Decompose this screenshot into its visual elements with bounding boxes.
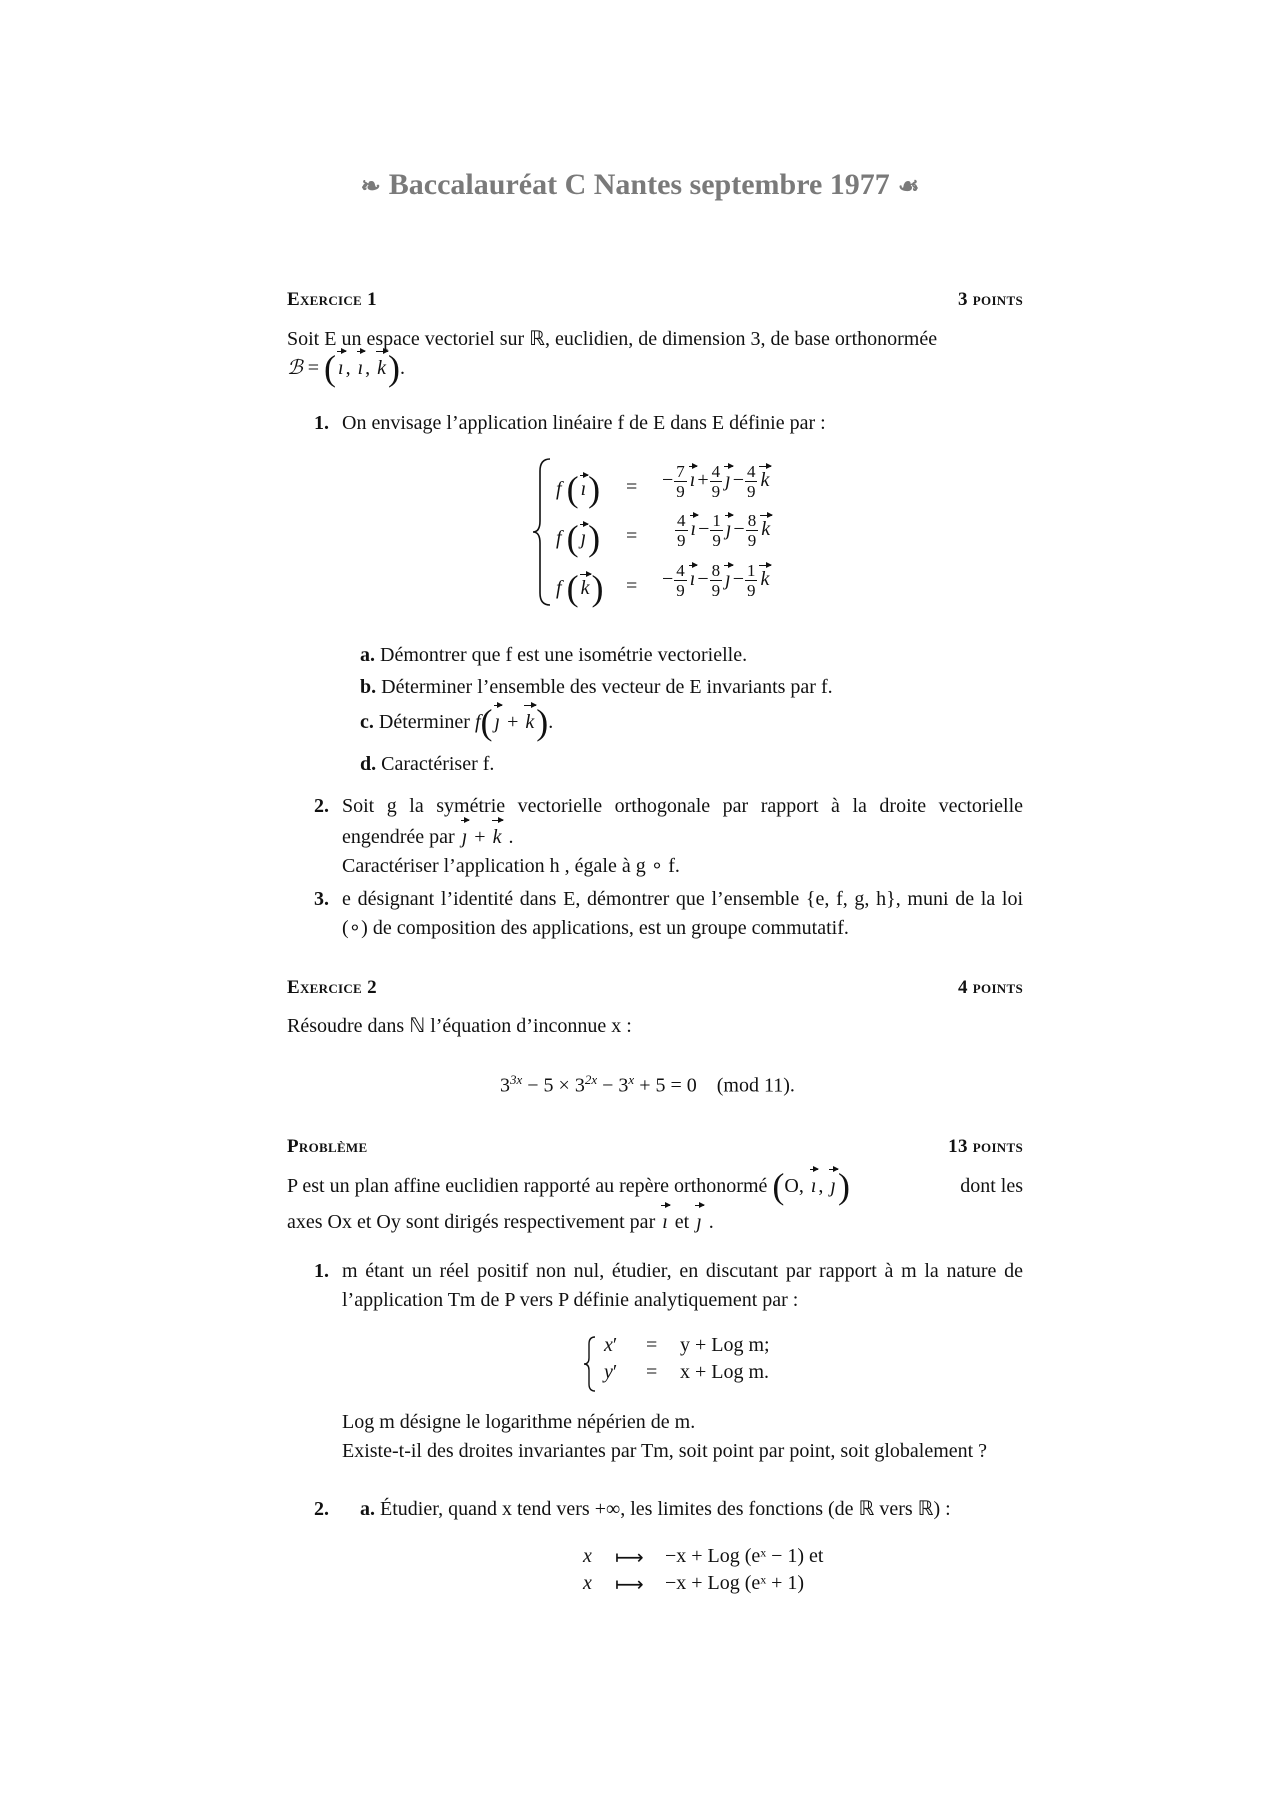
exercise-1-points: 3 points bbox=[957, 289, 1023, 310]
problem-intro: P est un plan affine euclidien rapporté au repère orthonormé (O, ı , ȷ) dont les axes Ox et Oy sont dirigés respectivement par ı et ȷ . bbox=[287, 1168, 1023, 1238]
ornament-right-icon: ☙ bbox=[897, 174, 920, 200]
problem-points: 13 points bbox=[948, 1136, 1023, 1157]
subquestion-b: b. Déterminer l’ensemble des vecteur de E invariants par f. bbox=[360, 676, 833, 698]
function-2: x ⟼ −x + Log (eˣ + 1) bbox=[583, 1572, 805, 1596]
function-1: x ⟼ −x + Log (eˣ − 1) et bbox=[583, 1545, 824, 1569]
subquestion-a: a. Démontrer que f est une isométrie vectorielle. bbox=[360, 644, 748, 666]
system-row-1: f ( ı) = − $\frac{7}{9}$ ı + $\frac{4}{9}$ ȷ − $\frac{4}{9}$ k bbox=[556, 462, 770, 509]
transformation-row-1: x′ = y + Log m; bbox=[604, 1334, 770, 1356]
system-row-3: f ( k) = − $\frac{4}{9}$ ı − $\frac{8}{9}$ ȷ − $\frac{1}{9}$ k bbox=[556, 561, 770, 608]
log-definition: Log m désigne le logarithme népérien de m. bbox=[342, 1411, 696, 1433]
problem-title: Problème bbox=[287, 1136, 368, 1157]
system-row-2: f ( ȷ) = $\frac{4}{9}$ ı − $\frac{1}{9}$ ȷ − $\frac{8}{9}$ k bbox=[556, 511, 771, 558]
subquestion-d: d. Caractériser f. bbox=[360, 753, 495, 775]
exercise-2-heading bbox=[287, 977, 1023, 1001]
subquestion-c: c. Déterminer f( ȷ + k). bbox=[360, 702, 554, 742]
exercise-2-points: 4 points bbox=[957, 977, 1023, 998]
exercise-1-heading bbox=[287, 289, 1023, 313]
exercise-2-statement: Résoudre dans ℕ l’équation d’inconnue x : bbox=[287, 1015, 632, 1037]
ornament-left-icon: ❧ bbox=[360, 174, 381, 200]
exercise-2-equation: $3^{3x} - 5 \times 3^{2x} - 3^x + 5 = 0$ (mod 11). bbox=[500, 1072, 795, 1097]
exercise-1-intro: Soit E un espace vectoriel sur ℝ, euclidien, de dimension 3, de base orthonormée ℬ = ( ı , ı , k). bbox=[287, 328, 938, 388]
page-title: ❧ Baccalauréat C Nantes septembre 1977 ☙ bbox=[360, 168, 920, 201]
transformation-row-2: y′ = x + Log m. bbox=[604, 1361, 770, 1383]
invariant-lines-question: Existe-t-il des droites invariantes par Tm, soit point par point, soit globalement ? bbox=[342, 1440, 988, 1462]
document-page: ❧ Baccalauréat C Nantes septembre 1977 ☙ Exercice 1 3 points Soit E un espace vectoriel sur ℝ, euclidien, de dimension 3, de base orthonormée ℬ = ( ı , ı , k). 1. On envisage l’application linéaire f de E dans E définie par : f ( ı) = − $\frac{7}{9}$ ı + $\frac{4}{9}$ ȷ − $\frac{4}{9}$ k f ( ȷ) = $\frac{4}{9}$ ı − $\frac{1}{9}$ ȷ − $\frac{8}{9}$ k f ( k) = − $\frac{4}{9}$ ı − $\frac{8}{9}$ ȷ − $\frac{1}{9}$ k a. Démontrer que f est une isométrie vectorielle. b. Déterminer l’ensemble des vecteur de E invariants par f. c. Déterminer f( ȷ + k). d. Caractériser f. 2. Soit g la symétrie vectorielle orthogonale par rapport à la droite vectorielle engendrée par ȷ + k . Caractériser l’application h , égale à g ∘ f. 3. e désignant l’identité dans E, démontrer que l’ensemble {e, f, g, h}, muni de la loi (∘) de composition des applications, est un groupe commutatif. Exercice 2 4 points Résoudre dans ℕ l’équation d’inconnue x : $3^{3x} - 5 \times 3^{2x} - 3^x + 5 = 0$ (mod 11). Problème 13 points P est un plan affine euclidien rapporté au repère orthonormé (O, ı , ȷ) dont les axes Ox et Oy sont dirigés respectivement par ı et ȷ . 1. m étant un réel positif non nul, étudier, en discutant par rapport à m la nature de l’application Tm de P vers P définie analytiquement par : x′ = y + Log m; y′ = x + Log m. Log m désigne le logarithme népérien de m. Existe-t-il des droites invariantes par Tm, soit point par point, soit globalement ? 2. a. Étudier, quand x tend vers +∞, les limites des fonctions (de ℝ vers ℝ) : x ⟼ −x + Log (eˣ − 1) et x ⟼ −x + Log (eˣ + 1) bbox=[0, 0, 1280, 1811]
exercise-1-title: Exercice 1 bbox=[287, 289, 377, 310]
left-brace-icon bbox=[532, 457, 554, 607]
problem-heading bbox=[287, 1136, 1023, 1160]
problem-question-1: 1. m étant un réel positif non nul, étudier, en discutant par rapport à m la nature de l’application Tm de P vers P définie analytiquement par : bbox=[314, 1260, 1023, 1311]
exercise-1-question-3: 3. e désignant l’identité dans E, démontrer que l’ensemble {e, f, g, h}, muni de la loi (∘) de composition des applications, est un groupe commutatif. bbox=[314, 888, 1023, 939]
exercise-2-title: Exercice 2 bbox=[287, 977, 377, 998]
left-brace-icon bbox=[582, 1335, 598, 1393]
exercise-1-question-2: 2. Soit g la symétrie vectorielle orthogonale par rapport à la droite vectorielle engendrée par ȷ + k . Caractériser l’application h , égale à g ∘ f. bbox=[314, 795, 1023, 877]
